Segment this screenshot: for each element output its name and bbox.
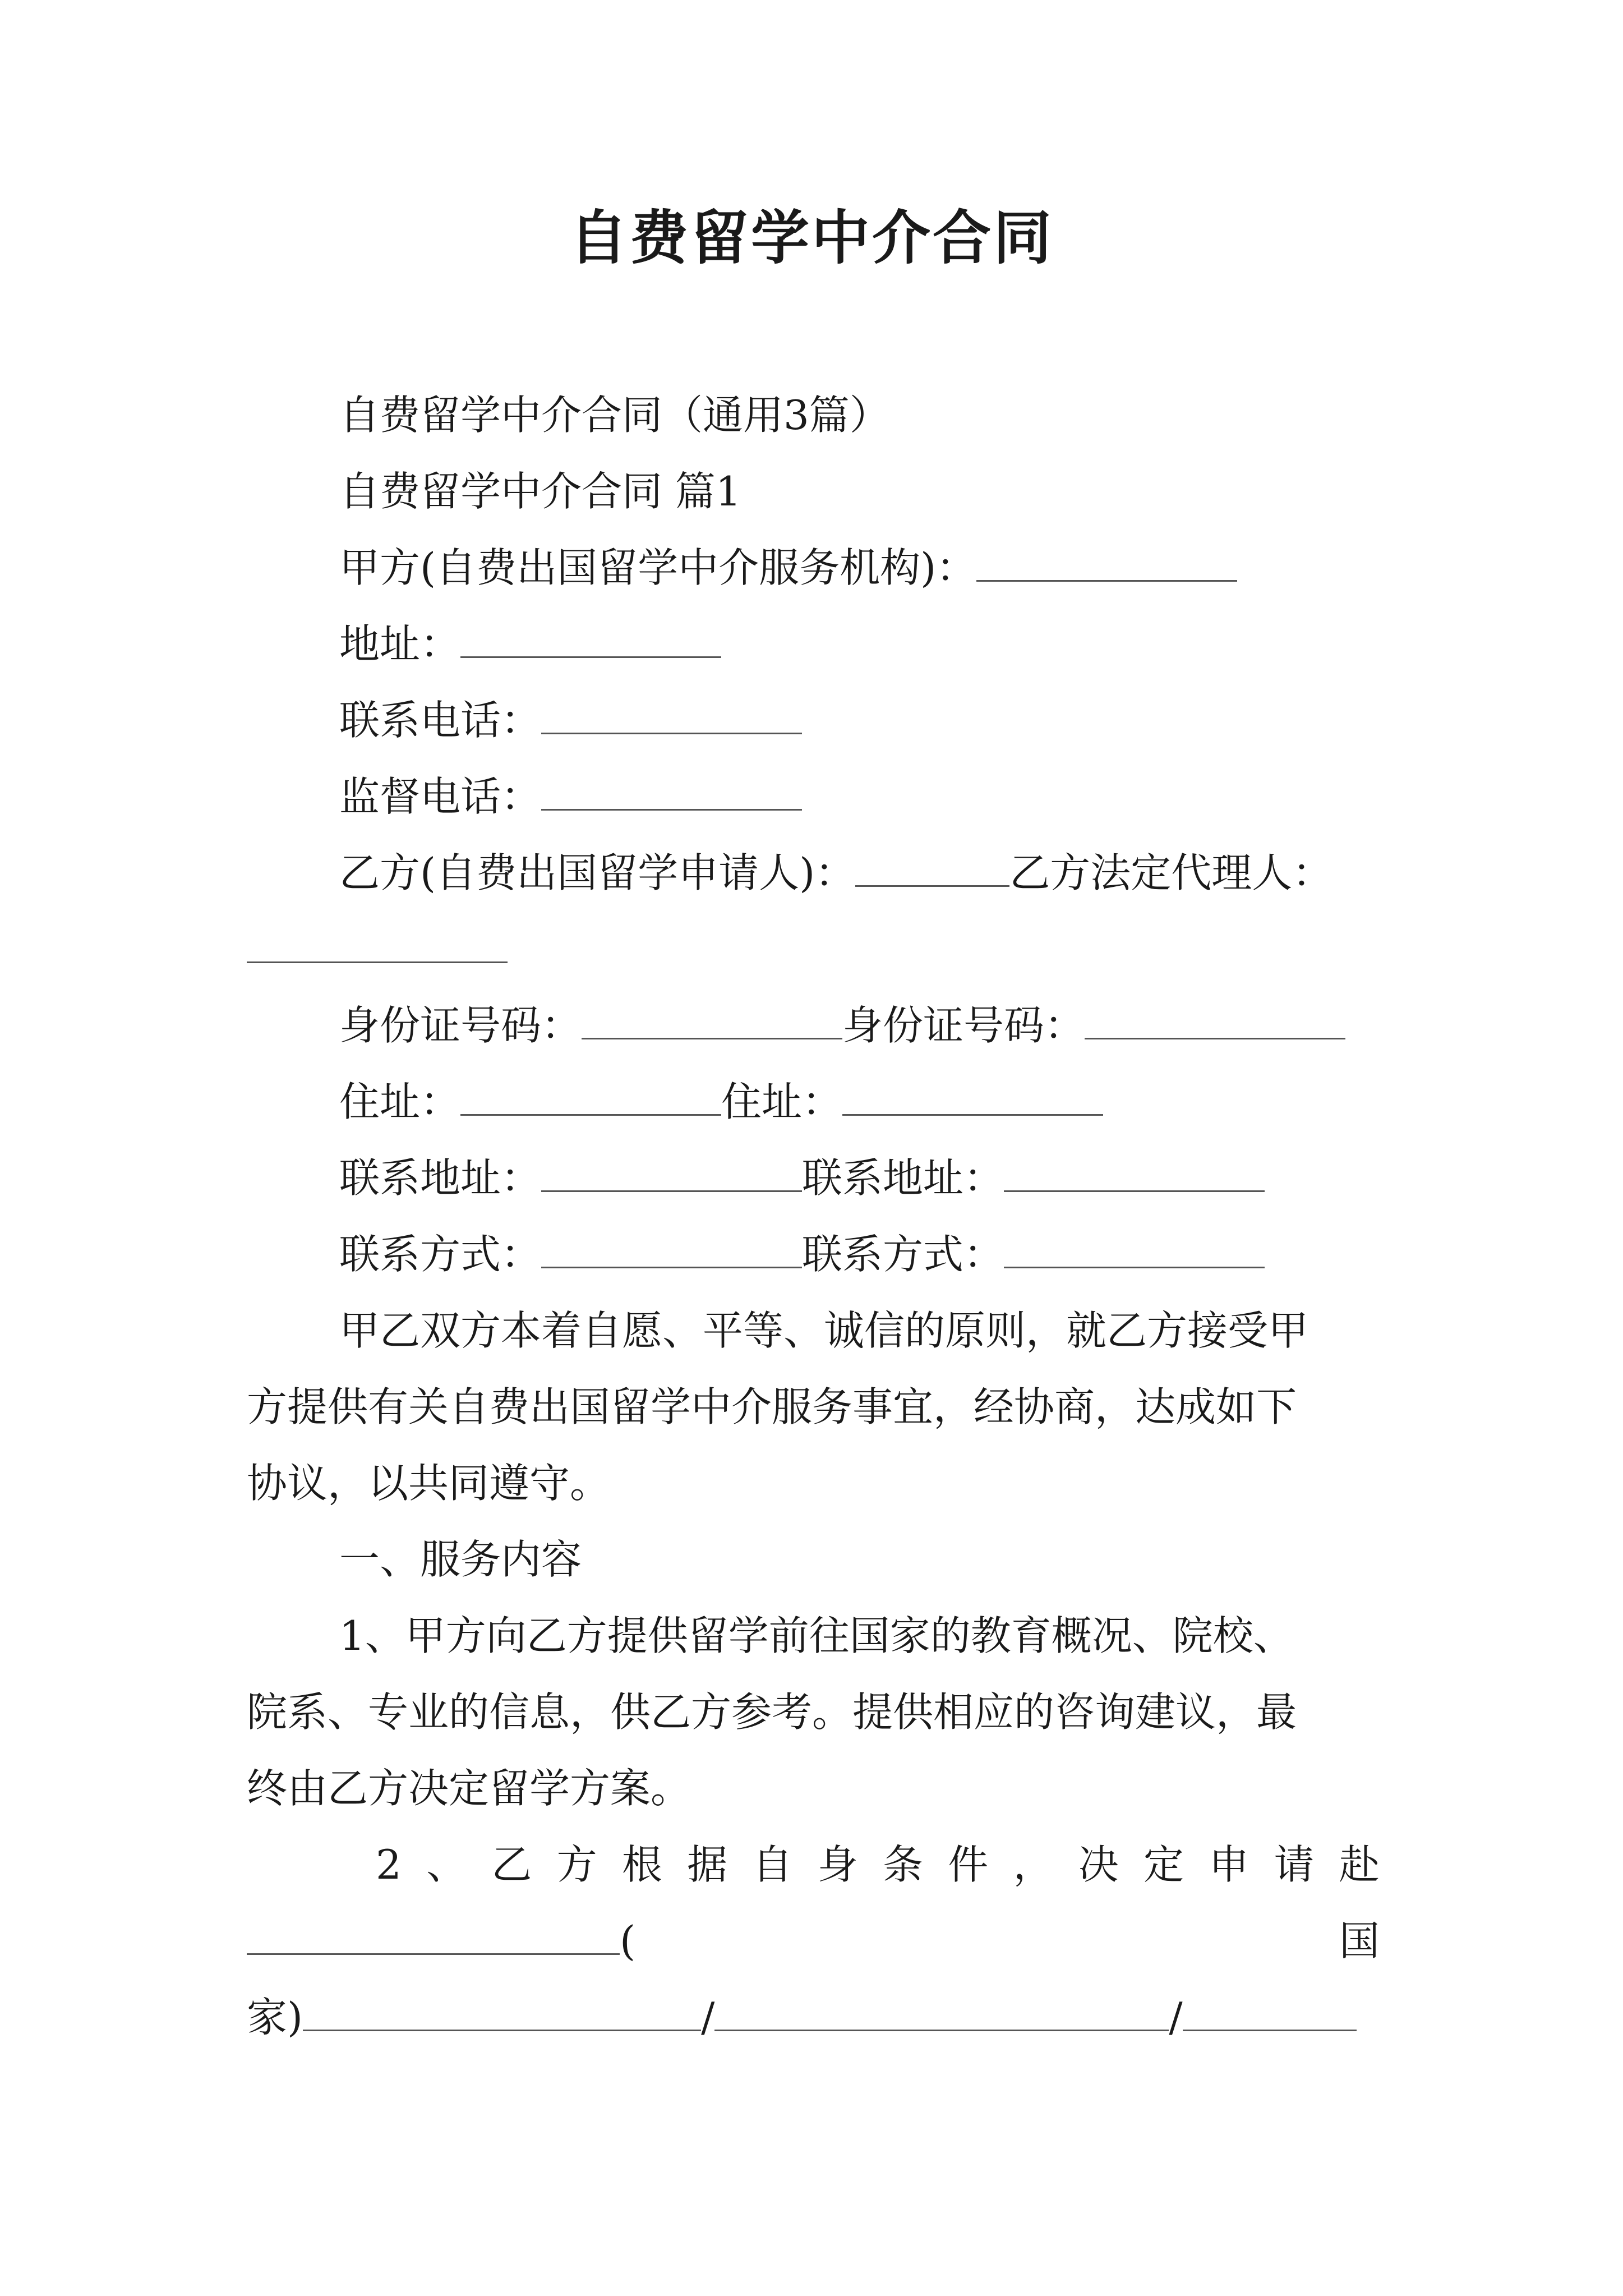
- party-a-blank[interactable]: [976, 543, 1237, 582]
- school-blank[interactable]: [303, 1993, 701, 2031]
- item2-char: 方: [556, 1841, 597, 1888]
- item2-line-2: [247, 1913, 1380, 1969]
- item1-line-1: 1、甲方向乙方提供留学前往国家的教育概况、院校、: [339, 1612, 1294, 1659]
- clause-heading-1: 一、服务内容: [339, 1536, 582, 1583]
- item2-char: 定: [1143, 1841, 1184, 1888]
- item1-line-2: 院系、专业的信息，供乙方参考。提供相应的咨询建议，最: [247, 1688, 1297, 1736]
- phone-label: 联系电话：: [339, 697, 542, 744]
- residence-line: [339, 1074, 1103, 1130]
- contact-method-label-b: 联系方式：: [802, 1231, 1004, 1278]
- item2-char: ，: [1013, 1841, 1054, 1888]
- item2-char: 据: [687, 1841, 728, 1888]
- item2-char: 赴: [1339, 1841, 1380, 1888]
- item2-char: 乙: [491, 1841, 532, 1888]
- contact-address-label-b: 联系地址：: [802, 1154, 1004, 1202]
- residence-label-a: 住址：: [339, 1078, 461, 1125]
- supervise-phone-blank[interactable]: [541, 772, 802, 811]
- item2-char: 、: [426, 1841, 467, 1888]
- party-a-line: [339, 540, 1237, 596]
- item2-char: 2: [376, 1841, 402, 1888]
- contact-method-blank-b[interactable]: [1004, 1230, 1265, 1268]
- contact-address-blank-a[interactable]: [541, 1153, 802, 1192]
- preamble-line-3: 协议，以共同遵守。: [247, 1460, 611, 1507]
- document-subtitle: 自费留学中介合同（通用3篇）: [339, 392, 890, 439]
- id-label-b: 身份证号码：: [842, 1002, 1085, 1049]
- id-line: [339, 997, 1345, 1053]
- party-b-label: 乙方(自费出国留学申请人)：: [339, 849, 856, 896]
- country-tail: 家): [247, 1994, 303, 2041]
- item2-line-1: [247, 1837, 1380, 1893]
- slash-1: /: [701, 1994, 715, 2041]
- item2-char: 决: [1078, 1841, 1119, 1888]
- supervise-phone-line: [339, 769, 802, 825]
- party-b-line: [339, 845, 1332, 901]
- party-b-blank[interactable]: [855, 848, 1009, 887]
- supervise-phone-label: 监督电话：: [339, 773, 542, 820]
- item1-line-3: 终由乙方决定留学方案。: [247, 1765, 691, 1812]
- contact-address-line: [339, 1150, 1265, 1206]
- phone-line: [339, 692, 802, 748]
- document-title: 自费留学中介合同: [569, 204, 1054, 272]
- party-b-agent-label: 乙方法定代理人：: [1009, 849, 1333, 896]
- id-blank-a[interactable]: [582, 1001, 842, 1039]
- item2-char: 身: [817, 1841, 858, 1888]
- country-char: 国: [1339, 1917, 1380, 1964]
- major-blank[interactable]: [1183, 1993, 1357, 2031]
- section-heading: 自费留学中介合同 篇1: [339, 468, 741, 515]
- address-line: [339, 616, 721, 672]
- slash-2: /: [1169, 1994, 1183, 2041]
- paren-open: (: [620, 1917, 636, 1964]
- contact-address-blank-b[interactable]: [1004, 1153, 1265, 1192]
- contact-method-label-a: 联系方式：: [339, 1231, 542, 1278]
- address-blank[interactable]: [460, 619, 721, 658]
- item2-char: 申: [1209, 1841, 1249, 1888]
- item2-char: 根: [621, 1841, 662, 1888]
- id-label-a: 身份证号码：: [339, 1002, 582, 1049]
- contact-method-line: [339, 1226, 1265, 1282]
- destination-blank[interactable]: [247, 1916, 620, 1955]
- item2-char: 请: [1274, 1841, 1315, 1888]
- contact-address-label-a: 联系地址：: [339, 1154, 542, 1202]
- item2-char: 件: [948, 1841, 989, 1888]
- preamble-line-1: 甲乙双方本着自愿、平等、诚信的原则，就乙方接受甲: [339, 1307, 1309, 1354]
- party-a-label: 甲方(自费出国留学中介服务机构)：: [339, 544, 977, 591]
- phone-blank[interactable]: [541, 696, 802, 734]
- residence-blank-a[interactable]: [460, 1077, 721, 1116]
- id-blank-b[interactable]: [1085, 1001, 1345, 1039]
- department-blank[interactable]: [714, 1993, 1169, 2031]
- item2-line-3: [247, 1989, 1357, 2045]
- party-b-agent-blank[interactable]: [247, 924, 508, 963]
- item2-line-2-left: [247, 1913, 635, 1969]
- address-label: 地址：: [339, 620, 461, 668]
- residence-blank-b[interactable]: [842, 1077, 1103, 1116]
- party-b-agent-line: [247, 921, 508, 977]
- item2-char: 条: [882, 1841, 923, 1888]
- preamble-line-2: 方提供有关自费出国留学中介服务事宜，经协商，达成如下: [247, 1383, 1297, 1430]
- residence-label-b: 住址：: [721, 1078, 843, 1125]
- item2-char: 自: [752, 1841, 793, 1888]
- contact-method-blank-a[interactable]: [541, 1230, 802, 1268]
